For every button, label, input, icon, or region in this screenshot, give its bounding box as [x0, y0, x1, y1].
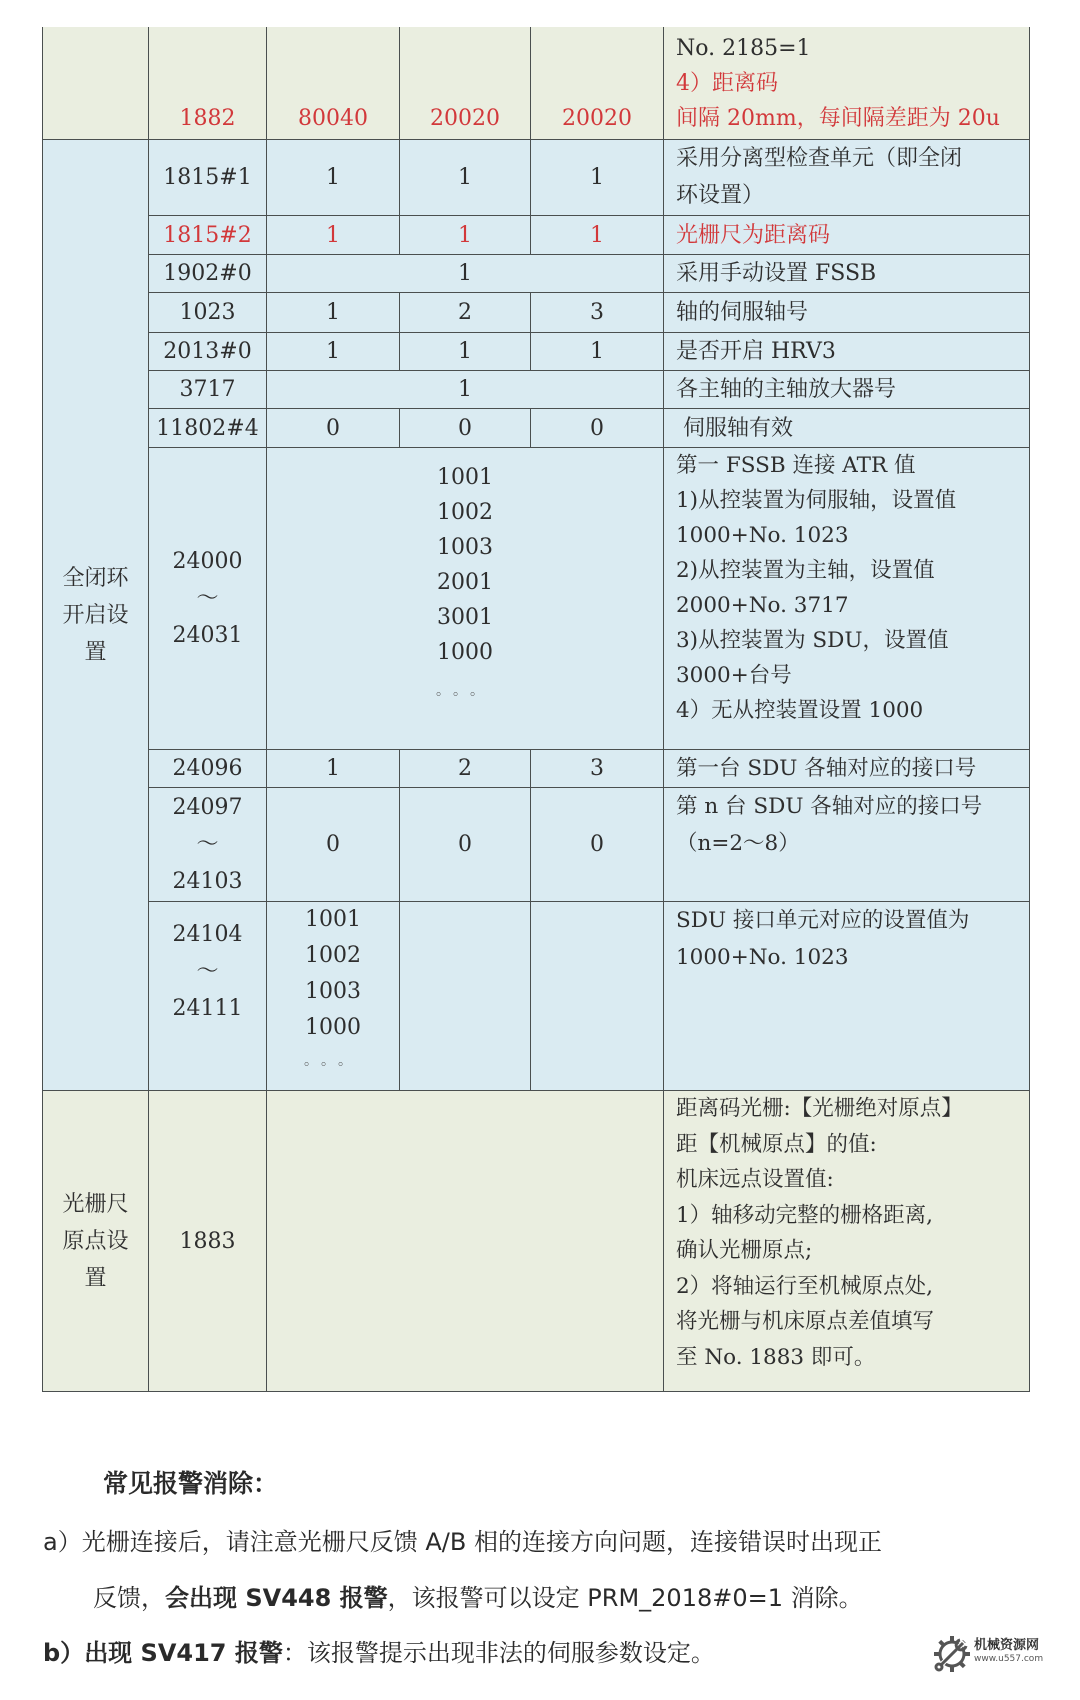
- param-cell: 11802#4: [149, 409, 267, 448]
- group-cell-empty: [42, 27, 149, 140]
- desc-line: （n=2～8）: [676, 831, 800, 856]
- value-cell: 1: [400, 216, 531, 255]
- param-cell: 3717: [149, 371, 267, 409]
- note-a-line1: [43, 1522, 882, 1557]
- desc-line: 距【机械原点】的值:: [676, 1131, 877, 1157]
- group-label-line: 开启设: [62, 602, 129, 628]
- desc-line: 距离码光栅:【光栅绝对原点】: [676, 1096, 963, 1121]
- group-label-line: 光栅尺: [62, 1191, 129, 1217]
- param-range-cell: [149, 902, 267, 1091]
- value-line: 1000: [437, 640, 493, 665]
- empty-merged-cell: [267, 1091, 664, 1392]
- value-cell: 20020: [531, 27, 664, 140]
- param-line: 24031: [172, 623, 243, 648]
- watermark-name: 机械资源网: [974, 1638, 1040, 1653]
- param-line: ～: [196, 832, 219, 857]
- desc-line: 3000+台号: [676, 663, 792, 688]
- desc-cell: 各主轴的主轴放大器号: [664, 371, 1030, 409]
- desc-line: 将光栅与机床原点差值填写: [676, 1309, 935, 1334]
- param-cell: 1882: [149, 27, 267, 140]
- value-cell: 0: [531, 409, 664, 448]
- value-list-cell: [267, 902, 400, 1091]
- notes-title: 常见报警消除：: [103, 1469, 279, 1498]
- value-cell: 1: [531, 333, 664, 371]
- note-b-alarm-code: 出现 SV417 报警: [84, 1639, 283, 1667]
- note-a-text: 光栅连接后，请注意光栅尺反馈 A/B 相的连接方向问题，连接错误时出现正: [81, 1528, 882, 1556]
- group-label-line: 置: [84, 1265, 107, 1291]
- note-b-marker: b）: [43, 1639, 85, 1667]
- value-line: 1002: [305, 943, 361, 968]
- note-b-line: [43, 1633, 715, 1668]
- value-cell: 0: [400, 409, 531, 448]
- desc-line: 2000+No. 3717: [676, 593, 849, 618]
- value-line: 1001: [437, 465, 493, 490]
- desc-cell: 采用手动设置 FSSB: [664, 255, 1030, 293]
- value-line: 1003: [305, 979, 361, 1004]
- watermark-logo: [932, 1630, 1052, 1680]
- desc-cell: 伺服轴有效: [664, 409, 1030, 448]
- empty-cell: [531, 902, 664, 1091]
- desc-line: 4）无从控装置设置 1000: [676, 698, 924, 723]
- desc-line: 采用分离型检查单元（即全闭: [676, 146, 963, 171]
- desc-line: 1000+No. 1023: [676, 945, 849, 970]
- param-line: 24111: [172, 996, 243, 1021]
- group-label-line: 置: [84, 639, 107, 665]
- desc-cell: [664, 27, 1030, 140]
- value-cell: 80040: [267, 27, 400, 140]
- desc-line: No. 2185=1: [676, 35, 811, 61]
- value-cell: 2: [400, 293, 531, 333]
- note-a-text-pre: 反馈，: [93, 1584, 165, 1612]
- desc-cell: 光栅尺为距离码: [664, 216, 1030, 255]
- value-line: 1001: [305, 907, 361, 932]
- param-cell: 2013#0: [149, 333, 267, 371]
- merged-value-list-cell: [267, 448, 664, 750]
- gear-wrench-icon: [932, 1634, 972, 1674]
- param-cell: 1902#0: [149, 255, 267, 293]
- value-line: 1003: [437, 535, 493, 560]
- param-line: 24000: [172, 549, 243, 574]
- param-line: 24103: [172, 869, 243, 894]
- watermark-url: www.u557.com: [974, 1654, 1044, 1664]
- desc-cell: [664, 788, 1030, 902]
- desc-cell: [664, 140, 1030, 216]
- desc-line: 1）轴移动完整的栅格距离,: [676, 1202, 934, 1228]
- value-cell: 1: [267, 140, 400, 216]
- desc-cell: [664, 902, 1030, 1091]
- desc-line: 机床远点设置值:: [676, 1167, 834, 1192]
- desc-line: 3)从控装置为 SDU，设置值: [676, 628, 949, 653]
- value-cell: 1: [400, 333, 531, 371]
- value-line: 3001: [437, 605, 493, 630]
- desc-line: 2)从控装置为主轴，设置值: [676, 558, 935, 583]
- value-cell: 1: [531, 216, 664, 255]
- desc-cell: 轴的伺服轴号: [664, 293, 1030, 333]
- merged-value-cell: 1: [267, 371, 664, 409]
- desc-line: 1)从控装置为伺服轴，设置值: [676, 488, 957, 513]
- value-cell: 2: [400, 750, 531, 788]
- value-line: 1002: [437, 500, 493, 525]
- desc-line: 第 n 台 SDU 各轴对应的接口号: [676, 794, 983, 819]
- value-cell: 1: [267, 293, 400, 333]
- value-cell: 1: [267, 750, 400, 788]
- param-range-cell: [149, 788, 267, 902]
- note-b-text: ：该报警提示出现非法的伺服参数设定。: [282, 1639, 715, 1667]
- note-a-line2: [93, 1578, 863, 1613]
- desc-line: 确认光栅原点;: [676, 1238, 813, 1263]
- param-cell: 24096: [149, 750, 267, 788]
- group-label-closed-loop: [42, 140, 149, 1091]
- merged-value-cell: 1: [267, 255, 664, 293]
- desc-line: SDU 接口单元对应的设置值为: [676, 908, 970, 933]
- group-label-line: 原点设: [62, 1228, 129, 1254]
- value-cell: 3: [531, 750, 664, 788]
- desc-cell: [664, 448, 1030, 750]
- value-cell: 0: [531, 788, 664, 902]
- value-line: 2001: [437, 570, 493, 595]
- param-cell: 1815#2: [149, 216, 267, 255]
- desc-line: 间隔 20mm，每间隔差距为 20u: [676, 105, 1000, 131]
- desc-cell: 第一台 SDU 各轴对应的接口号: [664, 750, 1030, 788]
- desc-cell: [664, 1091, 1030, 1392]
- value-cell: 1: [267, 216, 400, 255]
- value-cell: 0: [267, 409, 400, 448]
- value-cell: 1: [400, 140, 531, 216]
- note-a-marker: a）: [43, 1528, 82, 1556]
- param-range-cell: [149, 448, 267, 750]
- param-line: 24097: [172, 795, 243, 820]
- value-cell: 20020: [400, 27, 531, 140]
- value-cell: 1: [267, 333, 400, 371]
- value-cell: 1: [531, 140, 664, 216]
- param-cell: 1815#1: [149, 140, 267, 216]
- value-cell: 0: [267, 788, 400, 902]
- desc-line: 2）将轴运行至机械原点处,: [676, 1273, 934, 1299]
- param-cell: 1023: [149, 293, 267, 333]
- group-label-line: 全闭环: [62, 565, 129, 591]
- desc-line: 第一 FSSB 连接 ATR 值: [676, 453, 916, 478]
- ellipsis-dots: 。。。: [304, 1053, 362, 1069]
- value-line: 1000: [305, 1015, 361, 1040]
- note-a-text-post: ，该报警可以设定 PRM_2018#0=1 消除。: [387, 1584, 863, 1612]
- desc-line: 4）距离码: [676, 70, 778, 96]
- ellipsis-dots: 。。。: [436, 683, 494, 699]
- value-cell: 0: [400, 788, 531, 902]
- desc-line: 1000+No. 1023: [676, 523, 849, 548]
- note-a-alarm-code: 会出现 SV448 报警: [165, 1584, 388, 1612]
- desc-line: 环设置）: [676, 183, 765, 208]
- param-line: 24104: [172, 922, 243, 947]
- param-line: ～: [196, 586, 219, 611]
- desc-line: 至 No. 1883 即可。: [676, 1344, 876, 1370]
- param-line: ～: [196, 959, 219, 984]
- desc-cell: 是否开启 HRV3: [664, 333, 1030, 371]
- group-label-grating-origin: [42, 1091, 149, 1392]
- empty-cell: [400, 902, 531, 1091]
- param-cell: 1883: [149, 1091, 267, 1392]
- value-cell: 3: [531, 293, 664, 333]
